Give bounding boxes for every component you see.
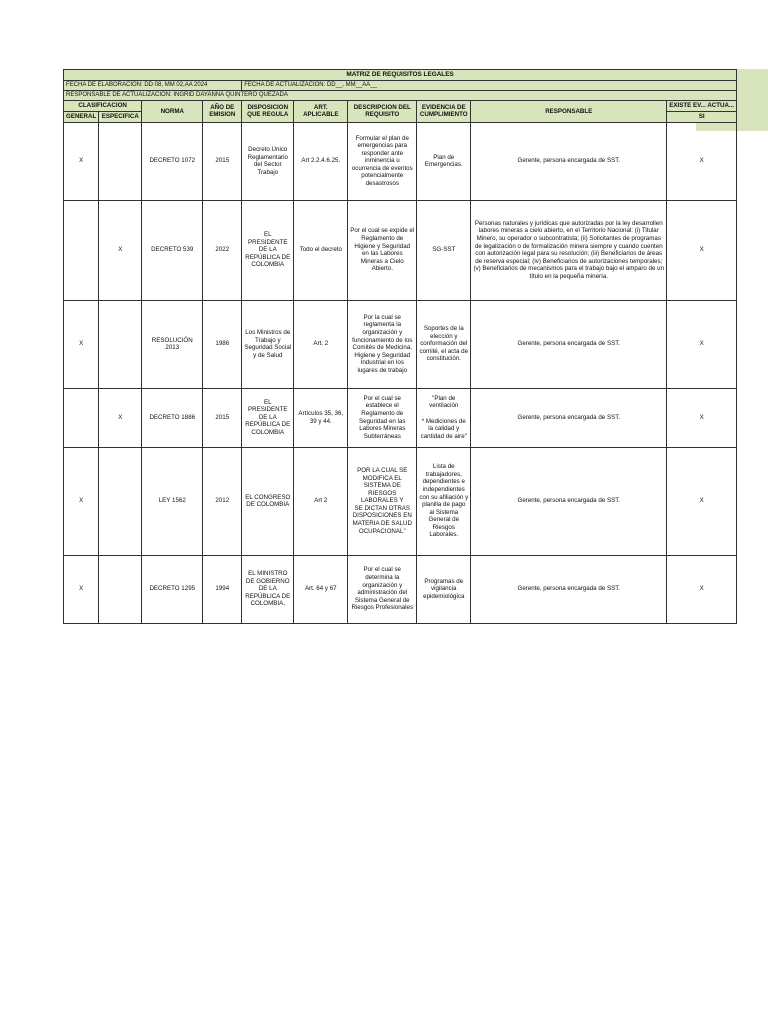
header-articulo: ART. APLICABLE (294, 101, 348, 123)
cell-disposicion: EL CONGRESO DE COLOMBIA (242, 447, 294, 555)
cell-norma: DECRETO 1072 (142, 122, 203, 200)
cell-descripcion: Por el cual se establece el Reglamento de Seguridad en las Labores Mineras Subterráneas (348, 388, 417, 447)
cell-disposicion: EL PRESIDENTE DE LA REPÚBLICA DE COLOMBIA (242, 388, 294, 447)
matrix-title: MATRIZ DE REQUISITOS LEGALES (64, 70, 737, 81)
cell-evidencia: Lista de trabajadores, dependientes e independientes con su afiliación y planilla de pago al Sistema General de Riesgos Laborales. (417, 447, 471, 555)
cell-evidencia (417, 388, 471, 447)
cell-especifica (99, 122, 142, 200)
cell-norma: RESOLUCIÓN 2013 (142, 300, 203, 388)
cell-anio: 1986 (203, 300, 242, 388)
fecha-elaboracion: FECHA DE ELABORACION: DD 08, MM 02,AA 2024 (64, 81, 242, 91)
cell-responsable: Personas naturales y jurídicas que autorizadas por la ley desarrollen labores mineras a cielo abierto, en el Territorio Nacional: (i) Titular Minero, su operador o subcontratista; (ii) Solicitantes de programas de legalización o de formalización minera siempre y cuando cuenten con autorización legal para su resolución; (iii) Beneficiarios de áreas de reserva especial; (iv) Beneficiarios de autorizaciones temporales; (v) Beneficiarios de mecanismos para el trabajo bajo el amparo de un título en la pequeña minería. (471, 200, 667, 300)
cell-evidencia: Soportes de la elección y conformación del comité, el acta de constitución. (417, 300, 471, 388)
legal-requirements-matrix (63, 69, 737, 624)
cell-descripcion (348, 447, 417, 555)
cell-disposicion: EL MINISTRO DE GOBIERNO DE LA REPÚBLICA DE COLOMBIA, (242, 555, 294, 623)
evidencia-line: "Plan de ventilación (429, 394, 459, 410)
cell-general: X (64, 555, 99, 623)
descripcion-line: POR LA CUAL SE MODIFICA EL SISTEMA DE RIESGOS LABORALES Y (357, 467, 408, 505)
cell-evidencia: Programas de vigilancia epidemiológica (417, 555, 471, 623)
table-row (64, 388, 737, 447)
table-row (64, 122, 737, 200)
header-existe: EXISTE EV... ACTUA... (667, 101, 737, 112)
cell-norma: DECRETO 1295 (142, 555, 203, 623)
cell-disposicion: Los Ministros de Trabajo y Seguridad Social y de Salud (242, 300, 294, 388)
requirements-table (63, 69, 737, 624)
cell-general: X (64, 122, 99, 200)
cell-general (64, 200, 99, 300)
cell-articulo: Art. 64 y 67 (294, 555, 348, 623)
cell-disposicion: EL PRESIDENTE DE LA REPÚBLICA DE COLOMBIA (242, 200, 294, 300)
cell-responsable: Gerente, persona encargada de SST. (471, 388, 667, 447)
cell-norma: LEY 1562 (142, 447, 203, 555)
header-clasificacion: CLASIFICACION (64, 101, 142, 112)
evidencia-line: * Mediciones de la calidad y cantidad de aire" (420, 417, 467, 440)
cell-especifica (99, 555, 142, 623)
cell-descripcion: Por la cual se reglamenta la organización y funcionamiento de los Comités de Medicina, Higiene y Seguridad Industrial en los lugares de trabajo (348, 300, 417, 388)
cell-descripcion: Formular el plan de emergencias para responder ante inminencia u ocurrencia de eventos potencialmente desastrosos (348, 122, 417, 200)
cell-especifica (99, 300, 142, 388)
cell-disposicion: Decreto Unico Reglamentario del Sector Trabajo (242, 122, 294, 200)
cell-evidencia: SG-SST (417, 200, 471, 300)
table-row (64, 300, 737, 388)
cell-especifica (99, 447, 142, 555)
table-row (64, 555, 737, 623)
cell-responsable: Gerente, persona encargada de SST. (471, 555, 667, 623)
cell-anio: 2015 (203, 122, 242, 200)
cell-si: X (667, 555, 737, 623)
table-row (64, 447, 737, 555)
descripcion-line: SE DICTAN OTRAS DISPOSICIONES EN MATERIA DE SALUD OCUPACIONAL" (352, 504, 412, 535)
cell-si: X (667, 122, 737, 200)
cell-general: X (64, 300, 99, 388)
header-responsable: RESPONSABLE (471, 101, 667, 123)
cell-general: X (64, 447, 99, 555)
header-especifica: ESPECIFICA (99, 112, 142, 123)
cell-articulo: Art 2 (294, 447, 348, 555)
header-evidencia: EVIDENCIA DE CUMPLIMIENTO (417, 101, 471, 123)
cell-si: X (667, 447, 737, 555)
table-row (64, 200, 737, 300)
cell-si: X (667, 300, 737, 388)
header-disposicion: DISPOSICION QUE REGULA (242, 101, 294, 123)
cell-responsable: Gerente, persona encargada de SST. (471, 122, 667, 200)
cell-articulo: Art 2.2.4.6.25. (294, 122, 348, 200)
cell-norma: DECRETO 539 (142, 200, 203, 300)
cell-si: X (667, 388, 737, 447)
cell-responsable: Gerente, persona encargada de SST. (471, 447, 667, 555)
cell-descripcion: Por el cual se expide el Reglamento de Higiene y Seguridad en las Labores Mineras a Cielo Abierto. (348, 200, 417, 300)
cell-especifica: X (99, 200, 142, 300)
header-general: GENERAL (64, 112, 99, 123)
header-norma: NORMA (142, 101, 203, 123)
cell-articulo: Todo el decreto (294, 200, 348, 300)
cell-norma: DECRETO 1886 (142, 388, 203, 447)
cell-articulo: Artículos 35, 36, 39 y 44. (294, 388, 348, 447)
cell-anio: 2015 (203, 388, 242, 447)
cell-si: X (667, 200, 737, 300)
cell-evidencia: Plan de Emergencias. (417, 122, 471, 200)
responsable-actualizacion: RESPONSABLE DE ACTUALIZACION: INGRID DAYANNA QUINTERO QUEZADA (64, 91, 737, 101)
cell-general (64, 388, 99, 447)
cell-anio: 1994 (203, 555, 242, 623)
fecha-actualizacion: FECHA DE ACTUALIZACION: DD__, MM__AA__ (242, 81, 737, 91)
header-si: SI (667, 112, 737, 123)
cell-especifica: X (99, 388, 142, 447)
header-descripcion: DESCRIPCION DEL REQUISITO (348, 101, 417, 123)
cell-descripcion: Por el cual se determina la organización y administración del Sistema General de Riesgos Profesionales (348, 555, 417, 623)
header-anio: AÑO DE EMISION (203, 101, 242, 123)
cell-anio: 2012 (203, 447, 242, 555)
cell-responsable: Gerente, persona encargada de SST. (471, 300, 667, 388)
cell-anio: 2022 (203, 200, 242, 300)
cell-articulo: Art. 2 (294, 300, 348, 388)
